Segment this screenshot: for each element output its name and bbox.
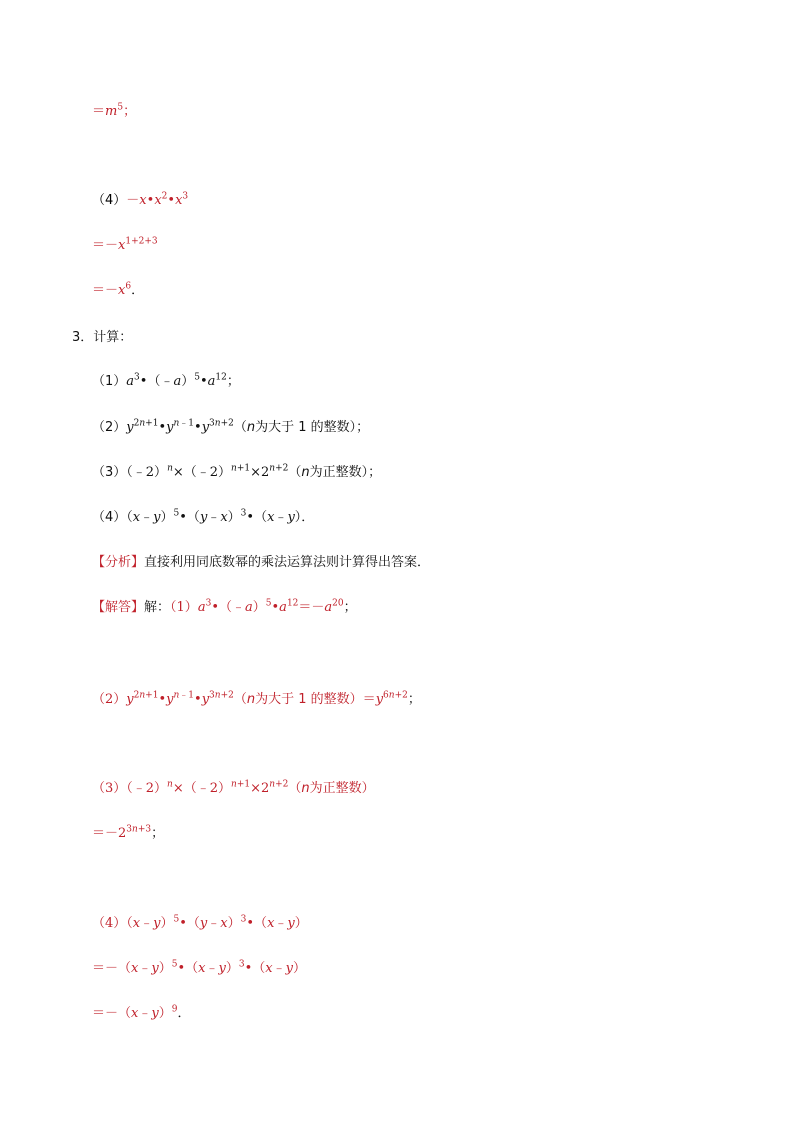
q3-item-1: $(1)a^3•(﹣a)^5•a^{12}$； xyxy=(92,372,240,389)
answer-4-step1: ＝－（x﹣y）$^5$•（x﹣y）$^3$•（x﹣y） xyxy=(92,959,307,976)
answer-2: $(2)y^{2n+1}•y^{n﹣1}•y^{3n+2}(n$为大于 1 的整数）$=y^{6n+2}$； xyxy=(92,690,421,707)
part4-step2: $=-x^6$． xyxy=(92,281,145,298)
q3-item-2: $(2)y^{2n+1}•y^{n﹣1}•y^{3n+2}(n$为大于 1 的整数）； xyxy=(92,418,370,435)
answer-3: $(3)(﹣2)^n\times(﹣2)^{n+1}\times 2^{n+2}(n$为正整数） xyxy=(92,779,375,796)
answer-tag: 【解答】 xyxy=(92,600,145,615)
answer-4: （4）（x﹣y）$^5$•（y﹣x）$^3$•（x﹣y） xyxy=(92,914,308,931)
q3-item-4: （4）（x﹣y）$^5$•（y﹣x）$^3$•（x﹣y）． xyxy=(92,508,315,525)
part4-expression: $(4)-x•x^2•x^3$ xyxy=(92,191,189,208)
answer-1: 【解答】解：$(1)a^3•(﹣a)^5•a^{12}=-a^{20}$； xyxy=(92,598,357,615)
step-m5: $=m^5$； xyxy=(92,102,137,119)
analysis-tag: 【分析】 xyxy=(92,555,145,570)
analysis xyxy=(92,555,430,571)
answer-4-step2: ＝－（x﹣y）$^9$． xyxy=(92,1004,191,1021)
part4-label: （4） xyxy=(92,193,127,208)
answer-3-step: $=-2^{3n+3}$； xyxy=(92,824,165,841)
analysis-text: 直接利用同底数幂的乘法运算法则计算得出答案． xyxy=(144,555,431,570)
q3-item-3: $(3)(﹣2)^n\times(﹣2)^{n+1}\times 2^{n+2}(n$为正整数）； xyxy=(92,463,382,480)
question-3-title: 3．计算： xyxy=(72,330,133,345)
part4-step1: $=-x^{1+2+3}$ xyxy=(92,236,158,253)
answer-intro: 解： xyxy=(144,600,171,615)
